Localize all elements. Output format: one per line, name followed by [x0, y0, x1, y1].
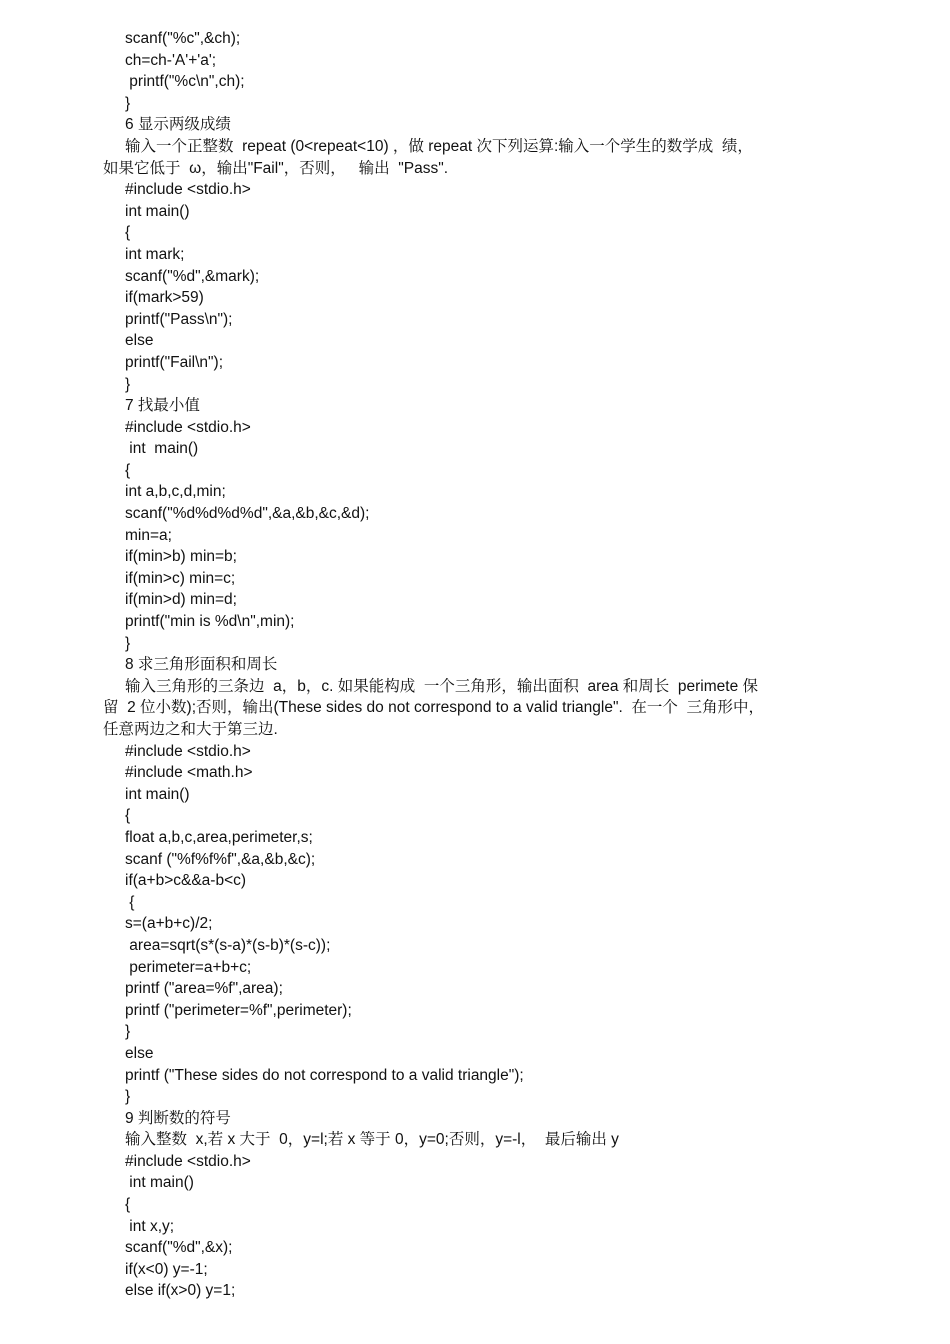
code-line: scanf ("%f%f%f",&a,&b,&c);	[125, 850, 316, 868]
code-line: if(min>c) min=c;	[125, 569, 236, 587]
problem-description-line: 任意两边之和大于第三边.	[103, 721, 278, 738]
problem-description-line: 留 2 位小数);否则，输出(These sides do not correspond to a valid triangle". 在一个 三角形中，	[103, 699, 765, 717]
code-line: }	[125, 1023, 131, 1041]
code-line: #include <math.h>	[125, 764, 253, 782]
code-line: {	[125, 1196, 131, 1214]
code-line: int main()	[125, 1174, 194, 1192]
code-line: printf ("These sides do not correspond to a valid triangle");	[125, 1066, 524, 1084]
code-line: if(x<0) y=-1;	[125, 1260, 208, 1278]
code-line: printf("%c\n",ch);	[125, 73, 245, 91]
problem-description-line: 输入整数 x,若 x 大于 0，y=l;若 x 等于 0，y=0;否则，y=-l， 最后输出 y	[125, 1131, 619, 1149]
problem-description-line: 输入一个正整数 repeat (0<repeat<10) ，做 repeat 次下列运算:输入一个学生的数学成 绩，	[125, 137, 753, 155]
code-line: scanf("%d%d%d%d",&a,&b,&c,&d);	[125, 505, 370, 523]
code-line: if(a+b>c&&a-b<c)	[125, 872, 247, 890]
code-line: {	[125, 224, 131, 242]
code-line: int main()	[125, 440, 199, 458]
code-line: perimeter=a+b+c;	[125, 958, 252, 976]
code-line: {	[125, 893, 135, 911]
code-line: float a,b,c,area,perimeter,s;	[125, 828, 313, 846]
code-line: if(mark>59)	[125, 289, 204, 307]
code-line: #include <stdio.h>	[125, 742, 251, 760]
code-line: {	[125, 807, 131, 825]
section-heading-7: 7 找最小值	[125, 397, 200, 415]
code-line: int main()	[125, 202, 190, 220]
code-line: printf("Pass\n");	[125, 310, 233, 328]
code-line: if(min>d) min=d;	[125, 591, 237, 609]
code-line: else if(x>0) y=1;	[125, 1282, 236, 1300]
code-line: }	[125, 1088, 131, 1106]
code-line: scanf("%c",&ch);	[125, 30, 241, 47]
code-line: printf ("area=%f",area);	[125, 980, 283, 998]
code-line: area=sqrt(s*(s-a)*(s-b)*(s-c));	[125, 936, 331, 954]
code-line: else	[125, 332, 154, 350]
section-heading-6: 6 显示两级成绩	[125, 116, 231, 134]
problem-description-line: 如果它低于 ω，输出"Fail"，否则， 输出 "Pass".	[103, 159, 448, 177]
code-line: printf("Fail\n");	[125, 353, 223, 371]
code-line: #include <stdio.h>	[125, 418, 251, 436]
code-line: }	[125, 634, 131, 652]
code-line: int x,y;	[125, 1217, 175, 1235]
document-page	[0, 28, 950, 1302]
problem-description-line: 输入三角形的三条边 a，b，c. 如果能构成 一个三角形，输出面积 area 和周长 perimete 保	[125, 677, 758, 695]
code-line: int a,b,c,d,min;	[125, 483, 226, 501]
code-line: min=a;	[125, 526, 172, 544]
code-line: {	[125, 461, 131, 479]
code-line: int main()	[125, 785, 190, 803]
code-line: if(min>b) min=b;	[125, 548, 237, 566]
code-line: else	[125, 1044, 154, 1062]
code-line: ch=ch-'A'+'a';	[125, 51, 217, 69]
section-heading-8: 8 求三角形面积和周长	[125, 656, 278, 674]
code-line: printf("min is %d\n",min);	[125, 613, 295, 631]
code-line: #include <stdio.h>	[125, 1152, 251, 1170]
section-heading-9: 9 判断数的符号	[125, 1109, 231, 1127]
code-line: }	[125, 94, 131, 112]
code-line: scanf("%d",&x);	[125, 1239, 233, 1257]
code-line: printf ("perimeter=%f",perimeter);	[125, 1001, 352, 1019]
code-line: scanf("%d",&mark);	[125, 267, 260, 285]
code-line: }	[125, 375, 131, 393]
code-line: int mark;	[125, 245, 185, 263]
code-line: s=(a+b+c)/2;	[125, 915, 213, 933]
code-line: #include <stdio.h>	[125, 181, 251, 199]
